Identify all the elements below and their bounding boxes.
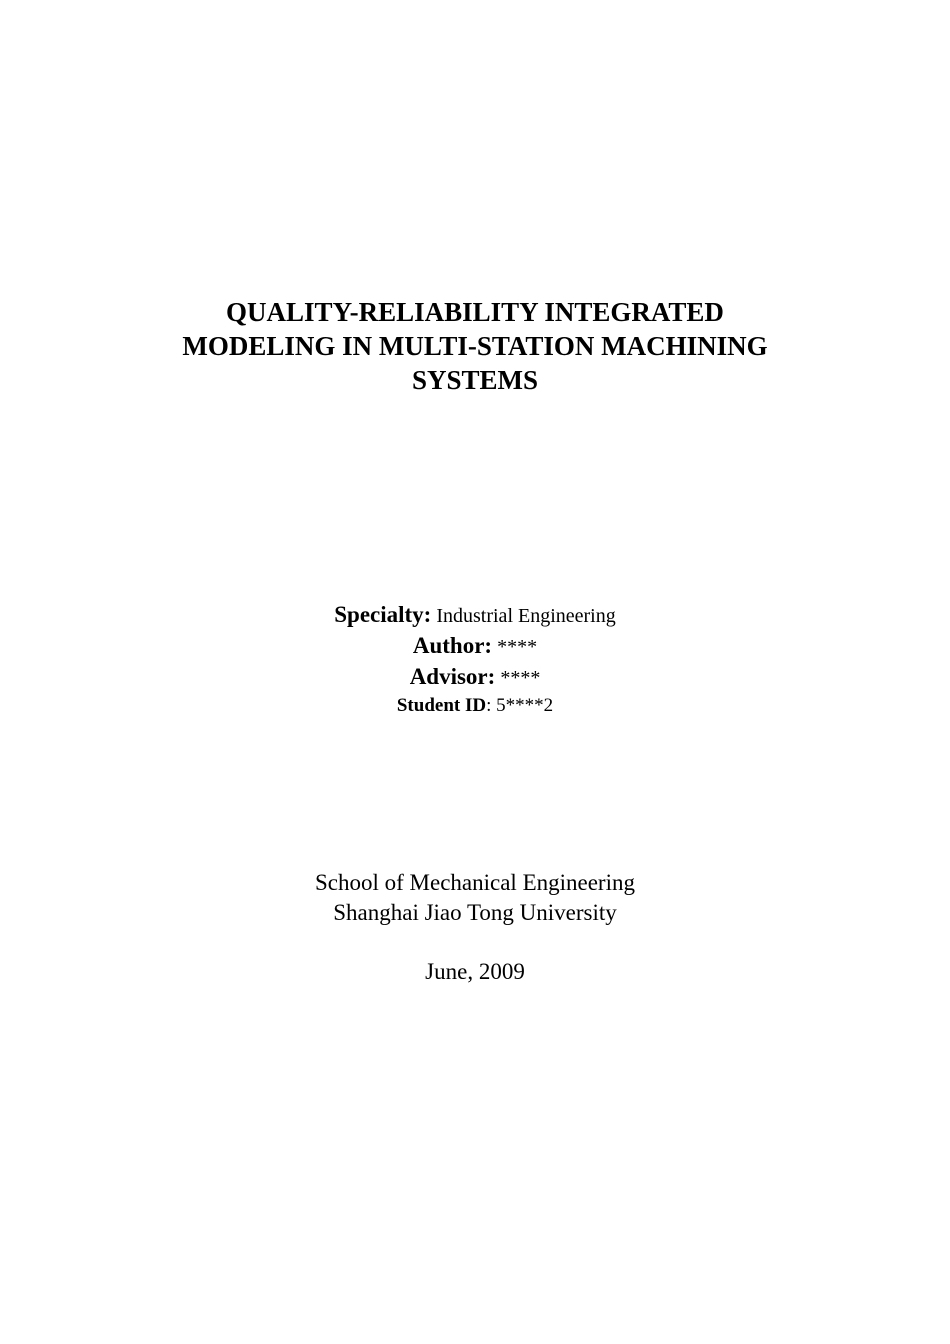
- author-line: [0, 631, 950, 662]
- author-label: Author:: [412, 633, 493, 658]
- affiliation: [0, 868, 950, 928]
- student-id-line: [0, 693, 950, 719]
- thesis-title: [0, 295, 950, 397]
- advisor-value: ****: [495, 667, 541, 689]
- author-info: [0, 600, 950, 719]
- specialty-line: [0, 600, 950, 631]
- advisor-line: [0, 662, 950, 693]
- author-value: ****: [492, 636, 538, 658]
- submission-date: June, 2009: [425, 959, 525, 984]
- university-name: Shanghai Jiao Tong University: [333, 900, 617, 925]
- title-line-1: QUALITY-RELIABILITY INTEGRATED: [226, 297, 724, 327]
- school-name: School of Mechanical Engineering: [315, 870, 635, 895]
- specialty-label: Specialty:: [334, 602, 432, 627]
- title-line-3: SYSTEMS: [411, 365, 539, 395]
- specialty-value: Industrial Engineering: [431, 605, 616, 627]
- title-line-2: MODELING IN MULTI-STATION MACHINING: [182, 331, 768, 361]
- advisor-label: Advisor:: [409, 664, 496, 689]
- student-id-label: Student ID: [396, 695, 487, 716]
- student-id-value: : 5****2: [486, 695, 554, 716]
